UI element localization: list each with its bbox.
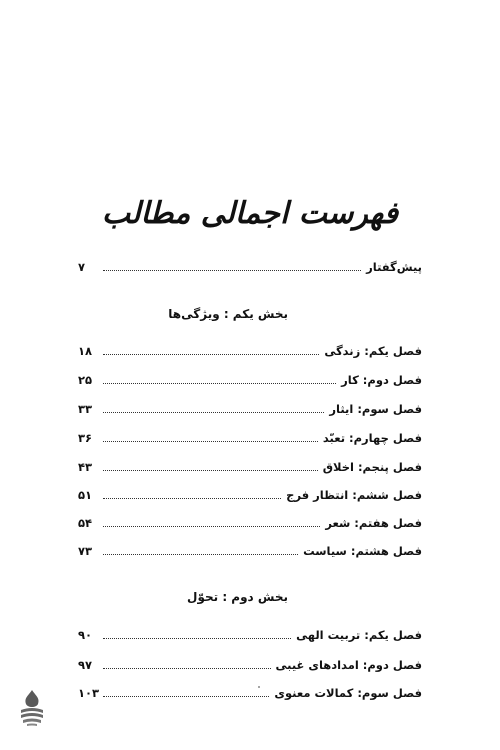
publisher-logo-icon [18, 688, 46, 728]
toc-entry-page: ۷۳ [78, 544, 93, 558]
toc-entry[interactable] [78, 622, 422, 642]
toc-entry[interactable] [78, 482, 422, 502]
dot-leader [103, 638, 291, 639]
toc-entry-intro[interactable] [78, 254, 422, 274]
paper-speck [258, 686, 260, 688]
part1-heading: بخش یکم : ویژگی‌ها [168, 307, 288, 321]
dot-leader [103, 412, 324, 413]
toc-entry-label: فصل ششم: انتظار فرج [286, 488, 422, 502]
toc-entry-page: ۳۶ [78, 431, 93, 445]
toc-entry[interactable] [78, 652, 422, 672]
toc-entry-page: ۲۵ [78, 373, 93, 387]
toc-entry[interactable] [78, 338, 422, 358]
toc-entry-label: فصل یکم: زندگی [324, 344, 422, 358]
toc-entry-label: فصل یکم: تربیت الهی [296, 628, 422, 642]
toc-entry-label: فصل پنجم: اخلاق [322, 460, 422, 474]
toc-entry-page: ۷ [78, 260, 86, 274]
toc-entry[interactable] [78, 454, 422, 474]
page-title: فهرست اجمالی مطالب [101, 196, 399, 231]
toc-entry[interactable] [78, 510, 422, 530]
dot-leader [103, 354, 319, 355]
dot-leader [103, 441, 318, 442]
dot-leader [103, 668, 271, 669]
dot-leader [103, 383, 336, 384]
toc-entry-page: ۱۸ [78, 344, 93, 358]
toc-entry[interactable] [78, 396, 422, 416]
toc-entry-page: ۵۴ [78, 516, 93, 530]
toc-entry-label: فصل هشتم: سیاست [303, 544, 422, 558]
toc-entry-page: ۹۷ [78, 658, 93, 672]
toc-entry-page: ۹۰ [78, 628, 93, 642]
dot-leader [103, 470, 318, 471]
toc-entry-label: فصل دوم: امدادهای غیبی [275, 658, 422, 672]
dot-leader [103, 498, 281, 499]
toc-entry-label: فصل هفتم: شعر [325, 516, 422, 530]
dot-leader [103, 270, 361, 271]
toc-entry-page: ۳۳ [78, 402, 93, 416]
dot-leader [103, 554, 298, 555]
toc-entry[interactable] [78, 425, 422, 445]
part2-heading: بخش دوم : تحوّل [187, 590, 288, 604]
toc-entry-label: فصل چهارم: تعبّد [322, 431, 422, 445]
toc-entry-label: فصل سوم: کمالات معنوی [274, 686, 422, 700]
dot-leader [103, 526, 320, 527]
toc-entry-label: فصل دوم: کار [341, 373, 422, 387]
toc-entry-page: ۱۰۳ [78, 686, 100, 700]
dot-leader [103, 696, 269, 697]
toc-entry[interactable] [78, 367, 422, 387]
toc-entry[interactable] [78, 538, 422, 558]
toc-entry-page: ۴۳ [78, 460, 93, 474]
toc-entry-page: ۵۱ [78, 488, 93, 502]
toc-entry-label: پیش‌گفتار [366, 260, 422, 274]
toc-entry[interactable] [78, 680, 422, 700]
toc-entry-label: فصل سوم: ایثار [329, 402, 422, 416]
